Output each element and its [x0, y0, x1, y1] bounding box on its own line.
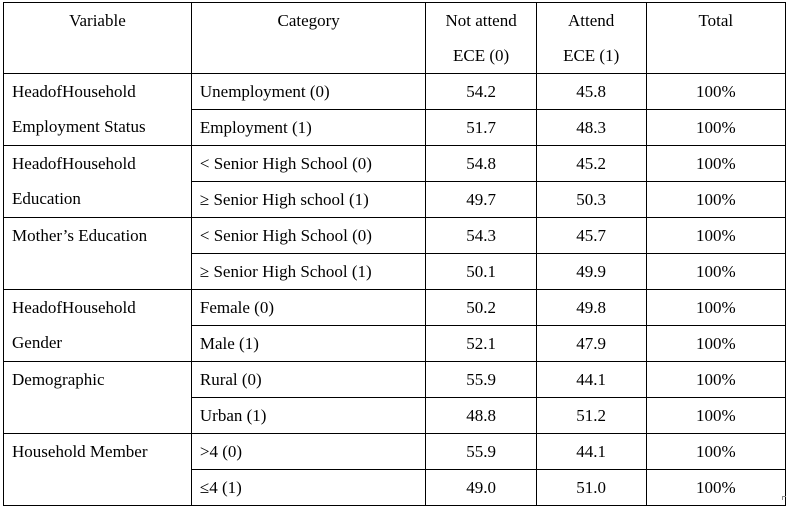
- attend-cell: 49.9: [536, 254, 646, 290]
- header-not-attend-line-1: Not attend: [445, 11, 517, 30]
- attend-cell: 50.3: [536, 182, 646, 218]
- category-cell: < Senior High School (0): [191, 146, 426, 182]
- not-attend-cell: 48.8: [426, 398, 536, 434]
- attend-cell: 45.7: [536, 218, 646, 254]
- variable-line: Mother’s Education: [12, 226, 148, 245]
- category-cell: < Senior High School (0): [191, 218, 426, 254]
- total-cell: 100%: [646, 290, 785, 326]
- attend-cell: 47.9: [536, 326, 646, 362]
- total-cell: 100%: [646, 398, 785, 434]
- variable-line: [12, 290, 183, 325]
- variable-line: [12, 74, 183, 109]
- not-attend-cell: 51.7: [426, 110, 536, 146]
- category-cell: Female (0): [191, 290, 426, 326]
- attend-cell: 51.2: [536, 398, 646, 434]
- attend-cell: 51.0: [536, 470, 646, 506]
- total-cell: 100%: [646, 470, 785, 506]
- header-attend-line-1: Attend: [568, 11, 615, 30]
- attend-cell: 49.8: [536, 290, 646, 326]
- header-variable: Variable: [4, 3, 192, 74]
- category-cell: ≥ Senior High school (1): [191, 182, 426, 218]
- ece-attendance-table: [3, 2, 786, 506]
- corner-mark: [782, 496, 786, 500]
- variable-cell: [4, 74, 192, 146]
- category-cell: ≥ Senior High School (1): [191, 254, 426, 290]
- variable-word: Household: [62, 154, 136, 173]
- variable-word: of: [47, 82, 63, 101]
- variable-line: Gender: [12, 333, 63, 352]
- attend-cell: 44.1: [536, 434, 646, 470]
- not-attend-cell: 49.0: [426, 470, 536, 506]
- variable-word: Head: [12, 298, 48, 317]
- variable-word: Head: [12, 154, 48, 173]
- total-cell: 100%: [646, 254, 785, 290]
- header-attend-line-2: ECE (1): [563, 46, 620, 65]
- not-attend-cell: 54.3: [426, 218, 536, 254]
- not-attend-cell: 49.7: [426, 182, 536, 218]
- attend-cell: 44.1: [536, 362, 646, 398]
- attend-cell: 48.3: [536, 110, 646, 146]
- header-total: Total: [646, 3, 785, 74]
- header-not-attend-line-2: ECE (0): [452, 46, 510, 65]
- variable-cell: [4, 290, 192, 362]
- variable-line: [12, 146, 183, 181]
- variable-cell: [4, 218, 192, 290]
- variable-word: of: [47, 298, 63, 317]
- not-attend-cell: 52.1: [426, 326, 536, 362]
- variable-word: Head: [12, 82, 48, 101]
- variable-word: of: [47, 154, 63, 173]
- variable-line: Demographic: [12, 370, 105, 389]
- variable-word: Household: [62, 298, 136, 317]
- category-cell: Male (1): [191, 326, 426, 362]
- category-cell: Urban (1): [191, 398, 426, 434]
- table-body: [4, 3, 786, 506]
- variable-line: Household Member: [12, 442, 148, 461]
- table-row: [4, 290, 786, 326]
- attend-cell: 45.8: [536, 74, 646, 110]
- table-row: [4, 218, 786, 254]
- not-attend-cell: 54.2: [426, 74, 536, 110]
- table-row: [4, 74, 786, 110]
- total-cell: 100%: [646, 434, 785, 470]
- variable-cell: [4, 146, 192, 218]
- table-row: [4, 434, 786, 470]
- header-category: Category: [191, 3, 426, 74]
- header-not-attend: [426, 3, 536, 74]
- not-attend-cell: 50.1: [426, 254, 536, 290]
- table-row: [4, 146, 786, 182]
- total-cell: 100%: [646, 218, 785, 254]
- not-attend-cell: 55.9: [426, 362, 536, 398]
- header-attend: [536, 3, 646, 74]
- variable-cell: [4, 362, 192, 434]
- attend-cell: 45.2: [536, 146, 646, 182]
- not-attend-cell: 50.2: [426, 290, 536, 326]
- variable-cell: [4, 434, 192, 506]
- header-row: [4, 3, 786, 74]
- total-cell: 100%: [646, 326, 785, 362]
- variable-line: Employment Status: [12, 117, 146, 136]
- category-cell: Rural (0): [191, 362, 426, 398]
- table-row: [4, 362, 786, 398]
- total-cell: 100%: [646, 362, 785, 398]
- total-cell: 100%: [646, 146, 785, 182]
- total-cell: 100%: [646, 74, 785, 110]
- total-cell: 100%: [646, 110, 785, 146]
- not-attend-cell: 55.9: [426, 434, 536, 470]
- total-cell: 100%: [646, 182, 785, 218]
- category-cell: ≤4 (1): [191, 470, 426, 506]
- variable-line: Education: [12, 189, 81, 208]
- category-cell: Unemployment (0): [191, 74, 426, 110]
- category-cell: >4 (0): [191, 434, 426, 470]
- not-attend-cell: 54.8: [426, 146, 536, 182]
- variable-word: Household: [62, 82, 136, 101]
- category-cell: Employment (1): [191, 110, 426, 146]
